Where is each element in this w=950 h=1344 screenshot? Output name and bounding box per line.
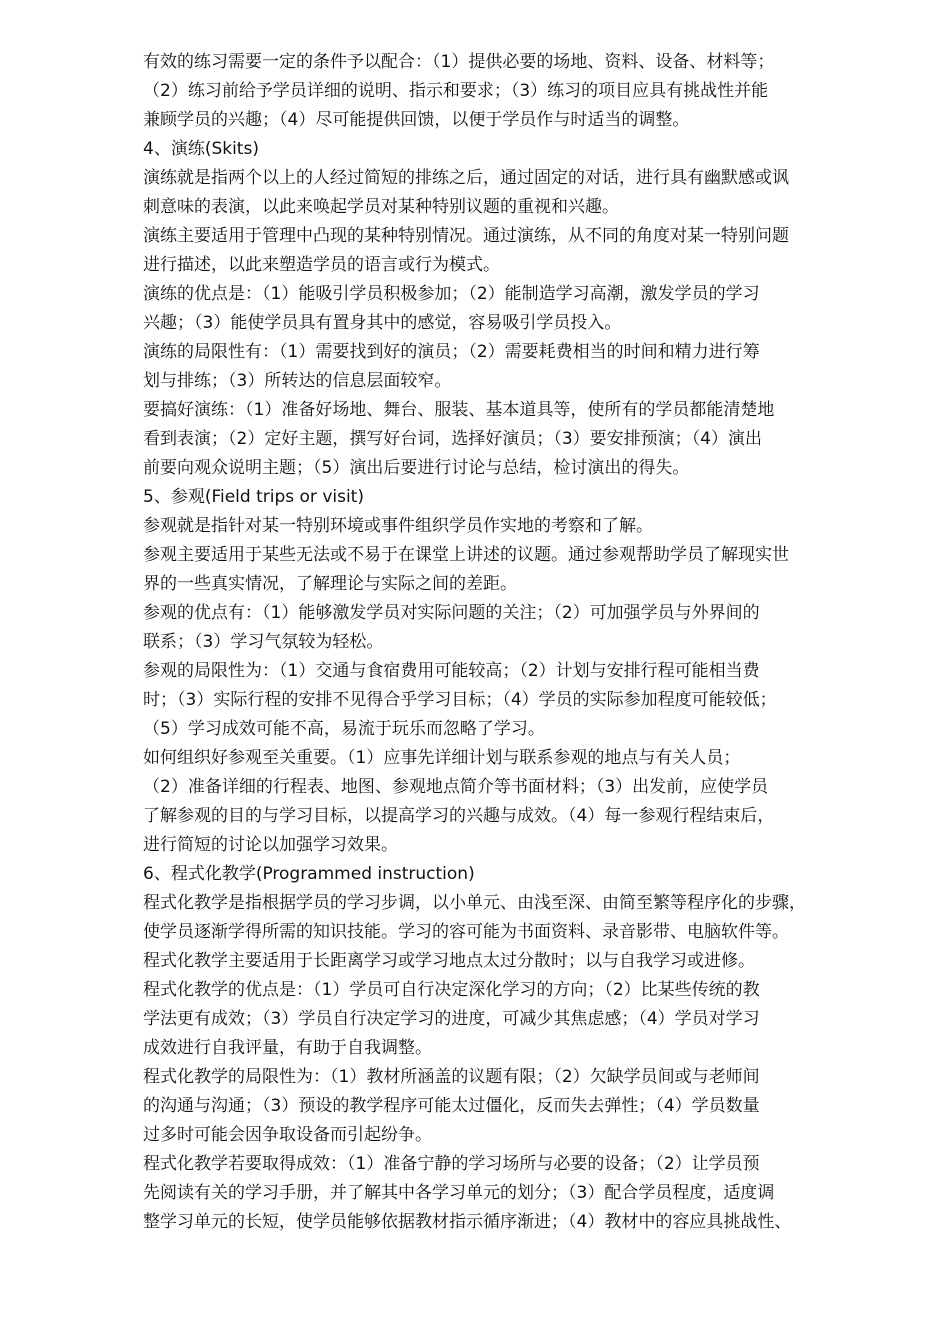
text-line: 学法更有成效；（3）学员自行决定学习的进度，可减少其焦虑感；（4）学员对学习 [143,1009,760,1029]
text-line: （2）准备详细的行程表、地图、参观地点简介等书面材料；（3）出发前，应使学员 [143,777,769,797]
text-line: 参观主要适用于某些无法或不易于在课堂上讲述的议题。通过参观帮助学员了解现实世 [143,545,789,565]
text-line: 演练主要适用于管理中凸现的某种特别情况。通过演练，从不同的角度对某一特别问题 [143,226,789,246]
text-line: 兴趣；（3）能使学员具有置身其中的感觉，容易吸引学员投入。 [143,313,622,333]
text-line: （2）练习前给予学员详细的说明、指示和要求；（3）练习的项目应具有挑战性并能 [143,81,769,101]
text-line: 兼顾学员的兴趣；（4）尽可能提供回馈，以便于学员作与时适当的调整。 [143,110,690,130]
text-line: 如何组织好参观至关重要。（1）应事先详细计划与联系参观的地点与有关人员； [143,748,741,768]
text-line: 演练就是指两个以上的人经过简短的排练之后，通过固定的对话，进行具有幽默感或讽 [143,168,789,188]
text-line: 过多时可能会因争取设备而引起纷争。 [143,1125,432,1145]
section-heading-programmed-instruction: 6、程式化教学(Programmed instruction) [143,864,475,884]
text-line: 程式化教学若要取得成效：（1）准备宁静的学习场所与必要的设备；（2）让学员预 [143,1154,760,1174]
section-heading-skits: 4、演练(Skits) [143,139,259,159]
text-line: 参观的局限性为：（1）交通与食宿费用可能较高；（2）计划与安排行程可能相当费 [143,661,760,681]
text-line: 使学员逐渐学得所需的知识技能。学习的容可能为书面资料、录音影带、电脑软件等。 [143,922,789,942]
text-line: 程式化教学主要适用于长距离学习或学习地点太过分散时；以与自我学习或进修。 [143,951,755,971]
text-line: 先阅读有关的学习手册，并了解其中各学习单元的划分；（3）配合学员程度，适度调 [143,1183,775,1203]
text-line: 参观的优点有：（1）能够激发学员对实际问题的关注；（2）可加强学员与外界间的 [143,603,760,623]
text-line: 划与排练；（3）所转达的信息层面较窄。 [143,371,452,391]
section-heading-field-trips: 5、参观(Field trips or visit) [143,487,364,507]
text-line: 联系；（3）学习气氛较为轻松。 [143,632,384,652]
text-line: 的沟通与沟通；（3）预设的教学程序可能太过僵化，反而失去弹性；（4）学员数量 [143,1096,760,1116]
text-line: 有效的练习需要一定的条件予以配合：（1）提供必要的场地、资料、设备、材料等； [143,52,775,72]
text-line: 进行描述，以此来塑造学员的语言或行为模式。 [143,255,500,275]
text-line: 界的一些真实情况，了解理论与实际之间的差距。 [143,574,517,594]
text-line: 演练的局限性有：（1）需要找到好的演员；（2）需要耗费相当的时间和精力进行筹 [143,342,760,362]
text-line: 程式化教学的优点是：（1）学员可自行决定深化学习的方向；（2）比某些传统的教 [143,980,760,1000]
text-line: 了解参观的目的与学习目标，以提高学习的兴趣与成效。（4）每一参观行程结束后， [143,806,775,826]
text-line: 刺意味的表演，以此来唤起学员对某种特别议题的重视和兴趣。 [143,197,619,217]
text-line: 程式化教学是指根据学员的学习步调，以小单元、由浅至深、由简至繁等程序化的步骤， [143,893,806,913]
text-line: 程式化教学的局限性为：（1）教材所涵盖的议题有限；（2）欠缺学员间或与老师间 [143,1067,760,1087]
text-line: 整学习单元的长短，使学员能够依据教材指示循序渐进；（4）教材中的容应具挑战性、 [143,1212,792,1232]
text-line: 演练的优点是：（1）能吸引学员积极参加；（2）能制造学习高潮，激发学员的学习 [143,284,760,304]
text-line: （5）学习成效可能不高，易流于玩乐而忽略了学习。 [143,719,545,739]
text-line: 成效进行自我评量，有助于自我调整。 [143,1038,432,1058]
text-line: 进行简短的讨论以加强学习效果。 [143,835,398,855]
text-line: 时；（3）实际行程的安排不见得合乎学习目标；（4）学员的实际参加程度可能较低； [143,690,777,710]
text-line: 前要向观众说明主题；（5）演出后要进行讨论与总结，检讨演出的得失。 [143,458,690,478]
document-body [143,48,893,1237]
text-line: 看到表演；（2）定好主题，撰写好台词，选择好演员；（3）要安排预演；（4）演出 [143,429,762,449]
text-line: 要搞好演练：（1）准备好场地、舞台、服装、基本道具等，使所有的学员都能清楚地 [143,400,775,420]
text-line: 参观就是指针对某一特别环境或事件组织学员作实地的考察和了解。 [143,516,653,536]
